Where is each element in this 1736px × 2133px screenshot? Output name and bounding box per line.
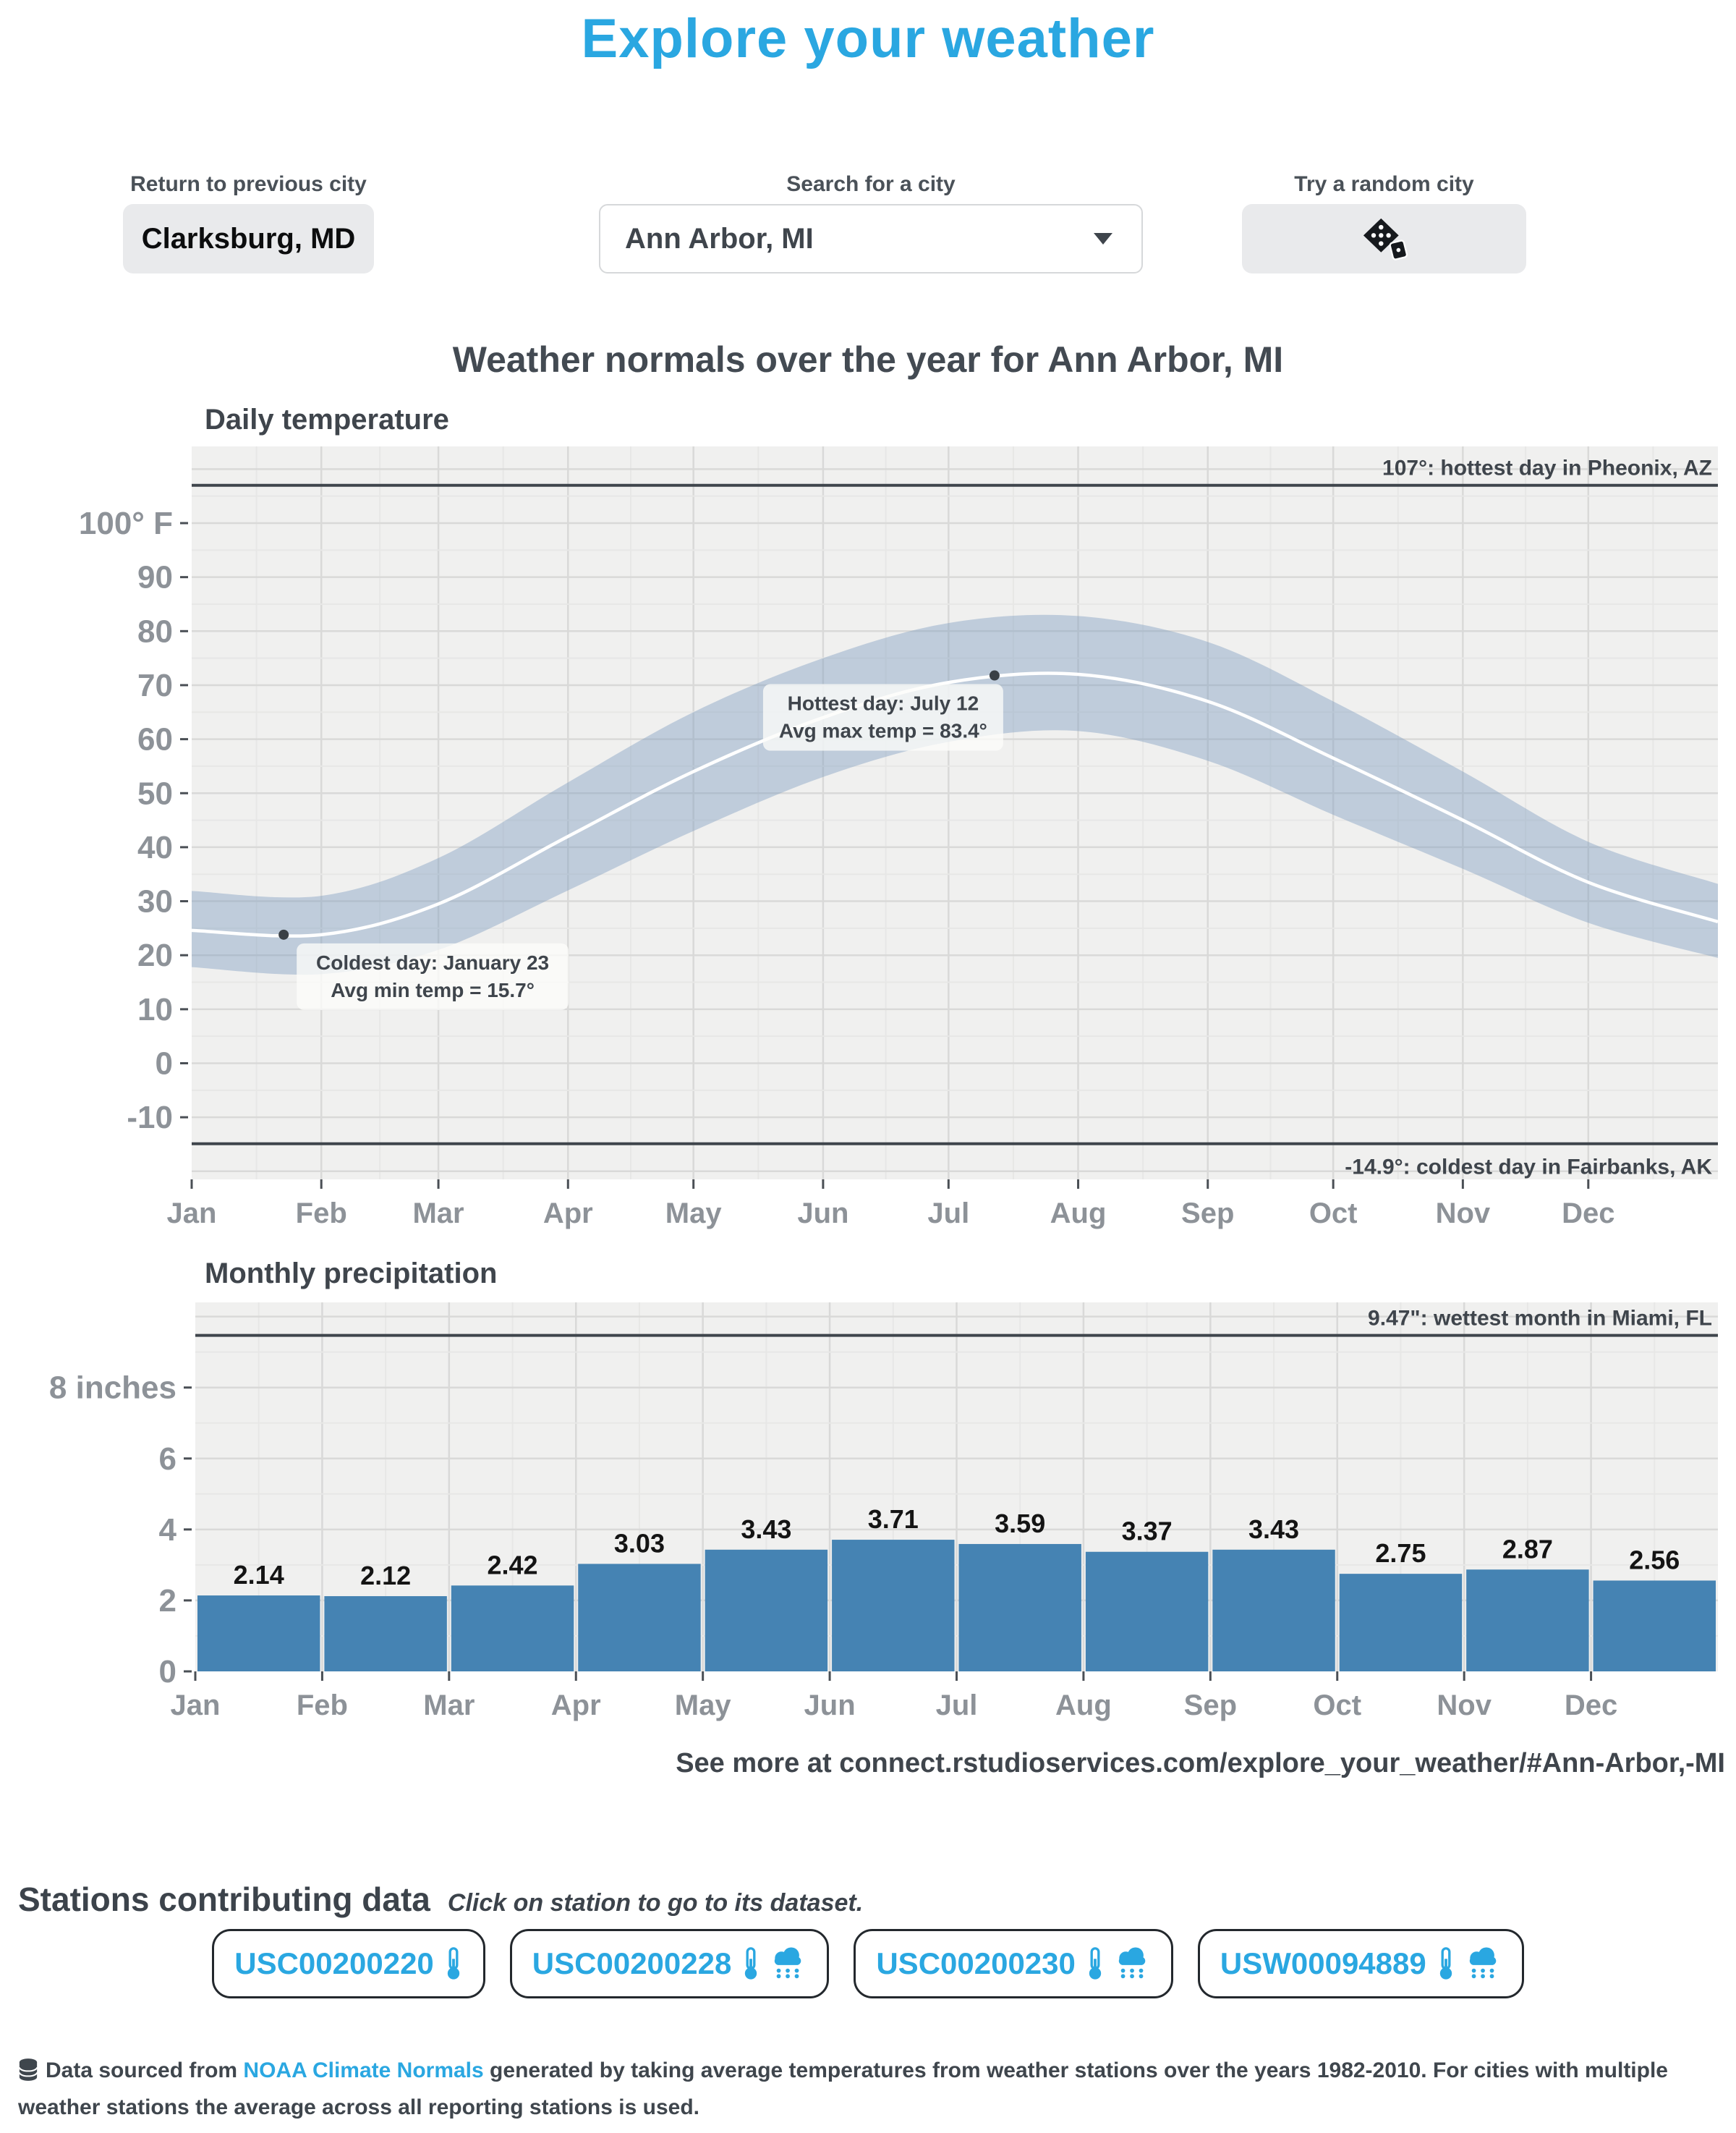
raincloud-icon [770, 1946, 807, 1981]
raincloud-icon [1465, 1946, 1502, 1981]
database-icon [18, 2058, 46, 2082]
x-tick-label: Nov [1437, 1689, 1492, 1721]
bar-value-label: 3.03 [613, 1528, 665, 1559]
x-tick-label: Jul [935, 1689, 978, 1721]
stations-heading: Stations contributing data [18, 1880, 430, 1918]
precip-bar [578, 1564, 700, 1671]
marker-dot [278, 930, 289, 940]
precip-bar [705, 1550, 827, 1671]
thermometer-icon [444, 1946, 463, 1981]
see-more-caption: See more at connect.rstudioservices.com/explore_your_weather/#Ann-Arbor,-MI [676, 1748, 1725, 1778]
dice-icon [1360, 217, 1409, 260]
x-tick-label: Jun [804, 1689, 856, 1721]
bar-value-label: 3.43 [1248, 1514, 1300, 1544]
precip-bar [1340, 1574, 1462, 1671]
annotation-text: Hottest day: July 12 [787, 692, 979, 715]
bar-value-label: 3.37 [1121, 1516, 1173, 1546]
y-tick-label: 8 inches [48, 1370, 176, 1406]
x-tick-label: Aug [1050, 1197, 1107, 1229]
x-tick-label: Oct [1313, 1689, 1362, 1721]
marker-dot [990, 671, 1000, 681]
precipitation-chart [0, 1295, 1736, 1729]
y-tick-label: 10 [137, 991, 173, 1027]
footer [18, 2052, 1718, 2126]
previous-city-value: Clarksburg, MD [141, 222, 356, 255]
x-tick-label: Sep [1183, 1689, 1238, 1721]
x-tick-label: Jul [927, 1197, 970, 1229]
random-city-label: Try a random city [1294, 172, 1474, 196]
footer-suffix: generated by taking average temperatures from weather stations over the years 1982-2010. For cities with multiple weather stations the average across all reporting stations is used. [18, 2058, 1668, 2119]
reference-line-label: -14.9°: coldest day in Fairbanks, AK [1345, 1155, 1712, 1179]
temperature-chart [0, 434, 1736, 1237]
precip-bar [451, 1585, 574, 1671]
y-tick-label: 70 [137, 667, 173, 703]
station-pill[interactable] [510, 1929, 830, 1998]
y-tick-label: 90 [137, 559, 173, 595]
noaa-link[interactable]: NOAA Climate Normals [243, 2058, 484, 2082]
thermometer-icon [1437, 1946, 1455, 1981]
previous-city-button[interactable] [123, 204, 374, 273]
x-tick-label: Oct [1309, 1197, 1358, 1229]
bar-value-label: 3.71 [867, 1504, 919, 1535]
bar-value-label: 2.42 [487, 1550, 538, 1580]
y-tick-label: 6 [158, 1441, 176, 1477]
precip-bar [324, 1596, 446, 1671]
precip-bar [1466, 1569, 1588, 1671]
precip-bar [197, 1595, 320, 1671]
precip-bar [1086, 1552, 1208, 1671]
bar-value-label: 2.75 [1375, 1538, 1426, 1569]
y-tick-label: 0 [158, 1654, 176, 1689]
stations-note: Click on station to go to its dataset. [447, 1889, 864, 1917]
bar-value-label: 2.56 [1629, 1545, 1680, 1575]
previous-city-label: Return to previous city [130, 172, 367, 196]
x-tick-label: Sep [1181, 1197, 1235, 1229]
y-tick-label: 80 [137, 614, 173, 650]
y-tick-label: 50 [137, 776, 173, 812]
x-tick-label: Jan [170, 1689, 221, 1721]
footer-prefix: Data sourced from [46, 2058, 244, 2082]
y-tick-label: 0 [155, 1046, 173, 1082]
annotation-text: Coldest day: January 23 [316, 951, 550, 974]
precip-bar [1212, 1550, 1335, 1671]
y-tick-label: 60 [137, 721, 173, 758]
y-tick-label: 40 [137, 829, 173, 865]
annotation-text: Avg max temp = 83.4° [778, 719, 987, 742]
x-tick-label: May [665, 1197, 722, 1229]
station-pills-row [0, 1929, 1736, 1998]
station-pill[interactable] [854, 1929, 1173, 1998]
raincloud-icon [1115, 1946, 1151, 1981]
station-id: USW00094889 [1220, 1946, 1426, 1980]
y-tick-label: 2 [158, 1582, 176, 1619]
x-tick-label: Apr [550, 1689, 601, 1721]
precip-bar [1594, 1580, 1716, 1671]
charts-header: Weather normals over the year for Ann Arbor, MI [452, 339, 1284, 380]
bar-value-label: 3.43 [741, 1514, 792, 1544]
x-tick-label: Mar [423, 1689, 475, 1721]
bar-value-label: 3.59 [995, 1508, 1046, 1538]
x-tick-label: Jan [166, 1197, 217, 1229]
y-tick-label: -10 [127, 1100, 173, 1136]
search-city-label: Search for a city [786, 172, 956, 196]
x-tick-label: Feb [296, 1689, 348, 1721]
y-tick-label: 4 [158, 1511, 176, 1548]
random-city-button[interactable] [1242, 204, 1526, 273]
x-tick-label: Apr [542, 1197, 593, 1229]
station-id: USC00200220 [234, 1946, 434, 1980]
x-tick-label: Dec [1564, 1689, 1618, 1721]
bar-value-label: 2.14 [233, 1560, 284, 1590]
city-select-value: Ann Arbor, MI [625, 222, 814, 255]
x-tick-label: Aug [1055, 1689, 1112, 1721]
reference-line-label: 107°: hottest day in Pheonix, AZ [1382, 456, 1712, 480]
precip-bar [959, 1544, 1081, 1671]
x-tick-label: Dec [1562, 1197, 1615, 1229]
annotation-text: Avg min temp = 15.7° [331, 978, 535, 1001]
city-select[interactable] [599, 204, 1143, 273]
bar-value-label: 2.12 [360, 1561, 412, 1591]
y-tick-label: 30 [137, 883, 173, 920]
temperature-chart-title: Daily temperature [205, 404, 449, 436]
thermometer-icon [741, 1946, 760, 1981]
chevron-down-icon [1094, 233, 1112, 245]
x-tick-label: Mar [412, 1197, 464, 1229]
x-tick-label: Nov [1435, 1197, 1491, 1229]
station-pill[interactable] [212, 1929, 485, 1998]
x-tick-label: Jun [797, 1197, 849, 1229]
station-pill[interactable] [1198, 1929, 1524, 1998]
precip-bar [832, 1540, 954, 1671]
station-id: USC00200228 [532, 1946, 732, 1980]
y-tick-label: 100° F [78, 506, 173, 542]
station-id: USC00200230 [876, 1946, 1076, 1980]
x-tick-label: Feb [295, 1197, 347, 1229]
thermometer-icon [1086, 1946, 1105, 1981]
y-tick-label: 20 [137, 938, 173, 974]
app-title: Explore your weather [581, 8, 1155, 69]
reference-line-label: 9.47": wettest month in Miami, FL [1368, 1306, 1712, 1331]
bar-value-label: 2.87 [1502, 1534, 1553, 1564]
x-tick-label: May [674, 1689, 731, 1721]
precipitation-chart-title: Monthly precipitation [205, 1258, 498, 1289]
